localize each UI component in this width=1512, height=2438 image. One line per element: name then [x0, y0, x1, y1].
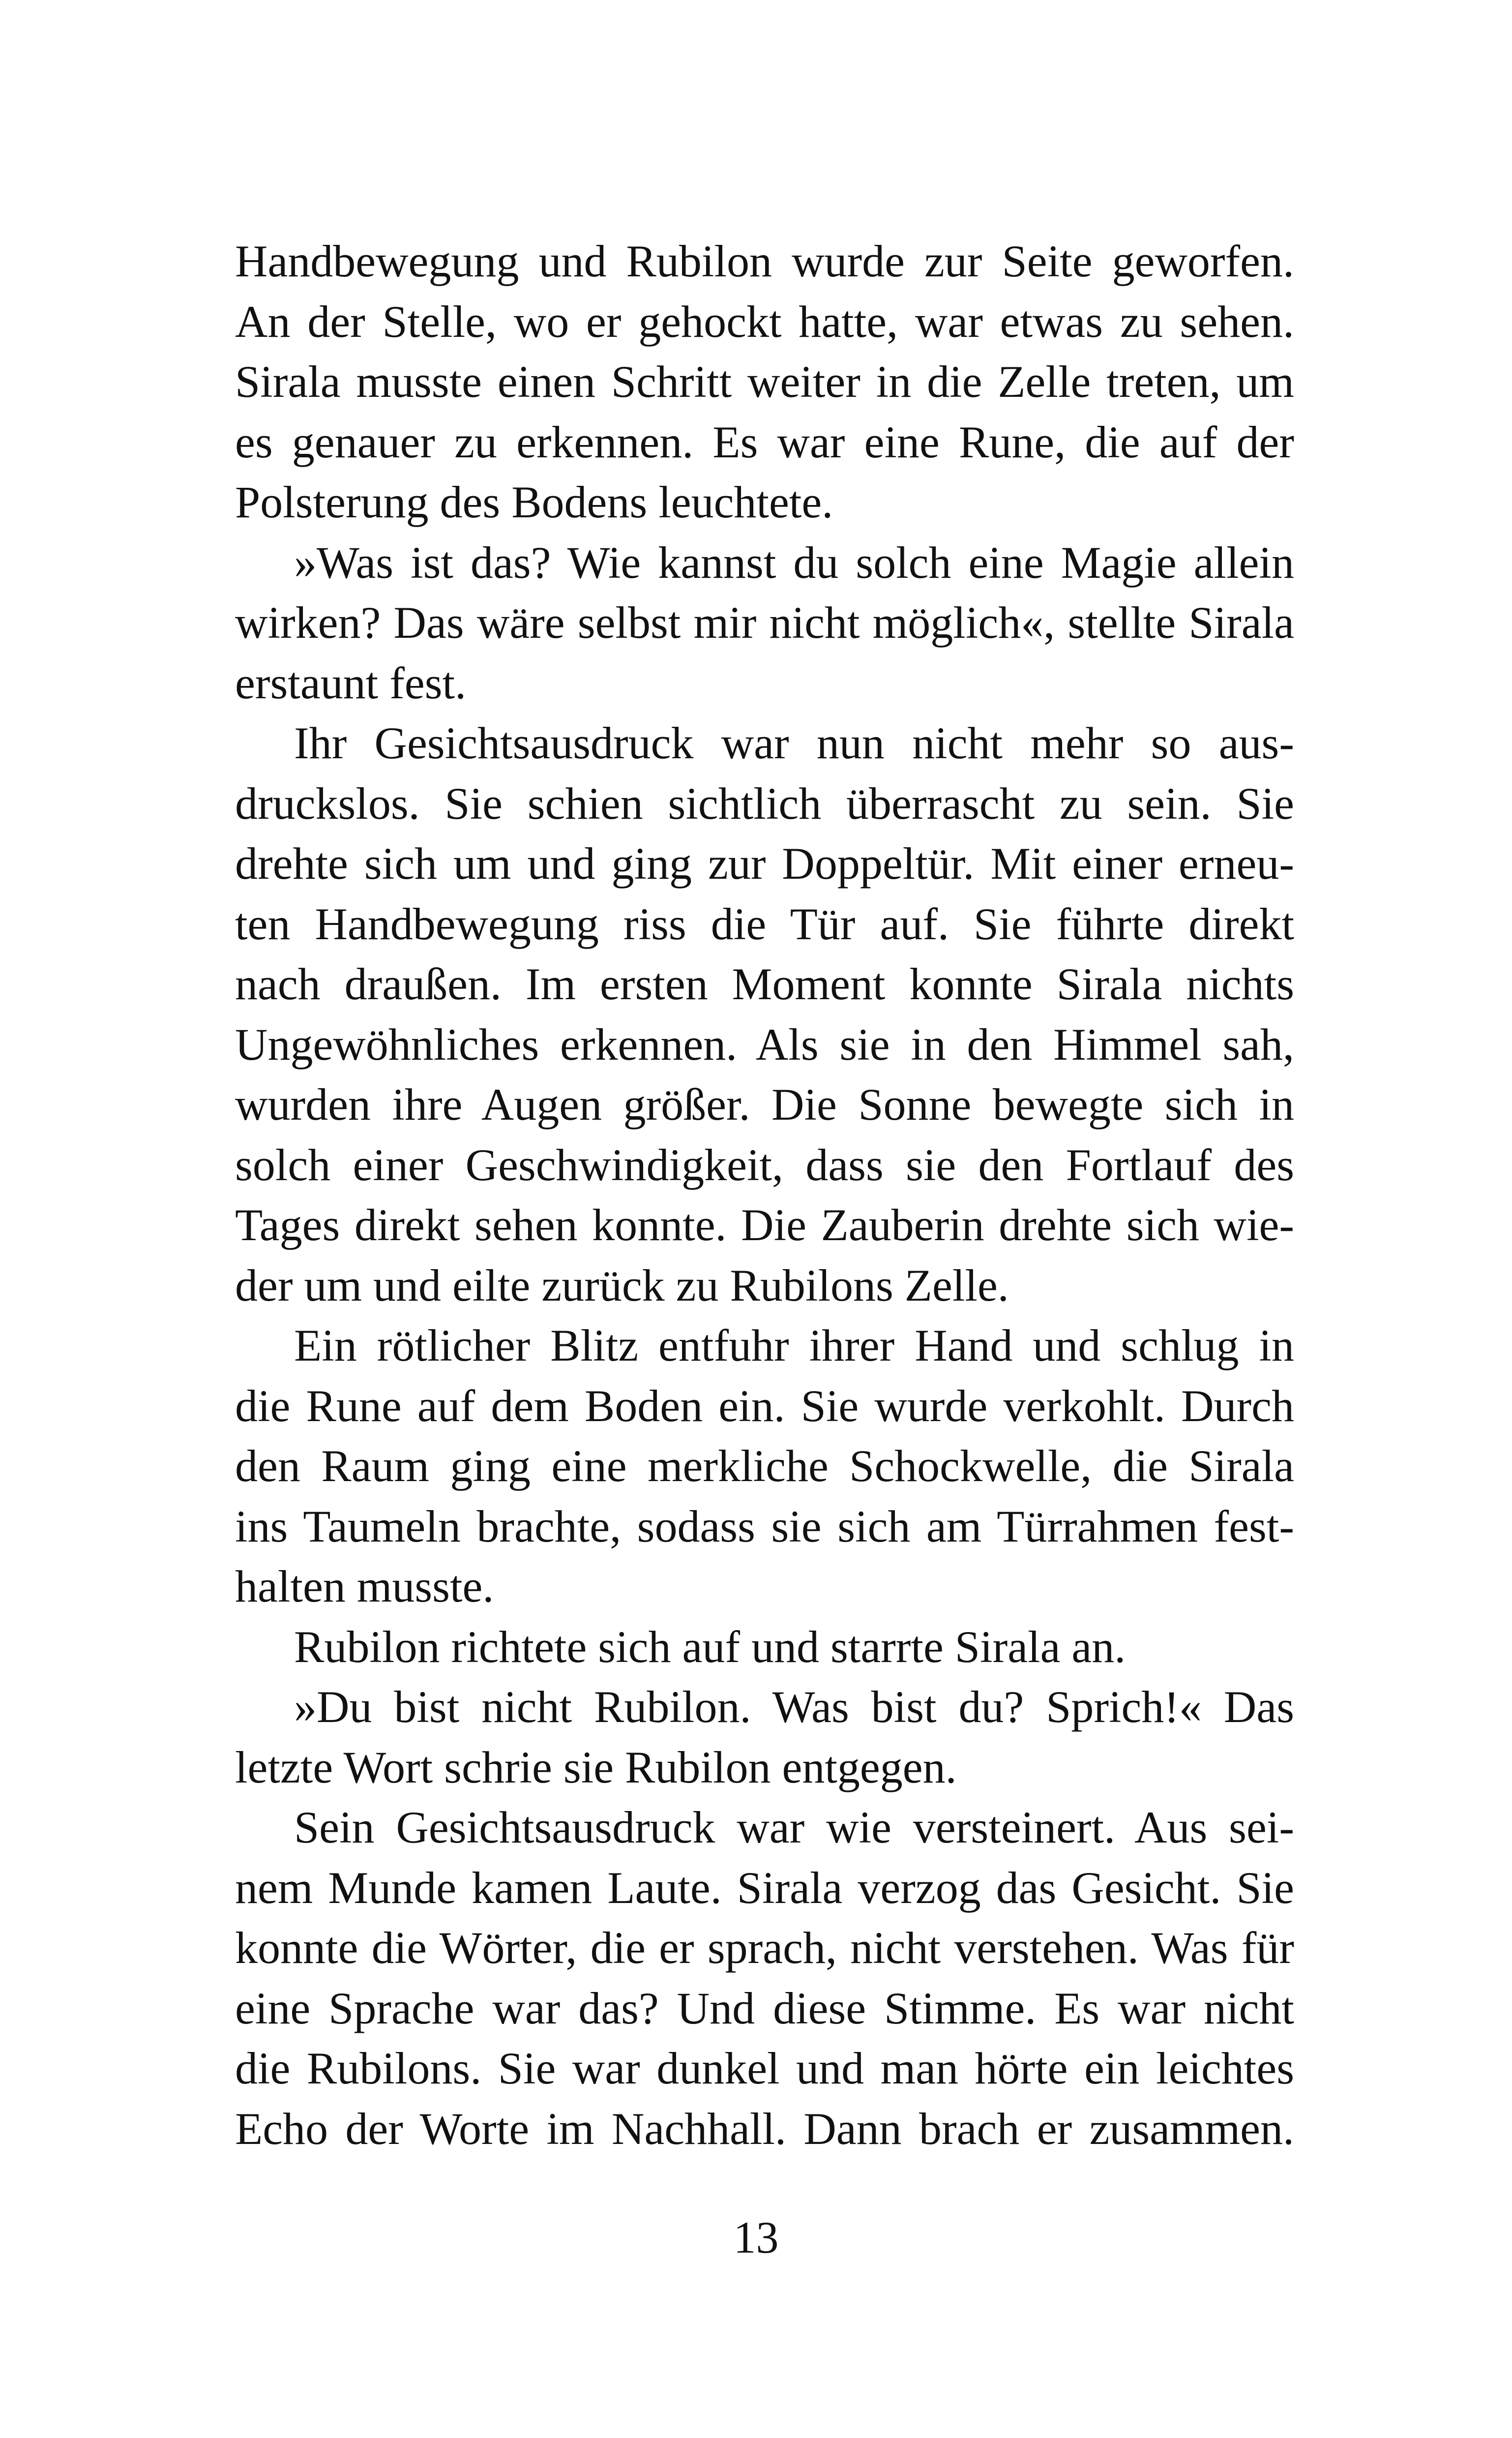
paragraph	[235, 1617, 1294, 1677]
text-line: Echo der Worte im Nachhall. Dann brach er zusammen.	[235, 2103, 1294, 2154]
body-text	[235, 231, 1294, 2159]
text-line: der um und eilte zurück zu Rubilons Zelle.	[235, 1260, 1009, 1310]
text-line: Sirala musste einen Schritt weiter in die Zelle treten, um	[235, 357, 1294, 407]
text-line: nem Munde kamen Laute. Sirala verzog das Gesicht. Sie	[235, 1862, 1294, 1913]
text-line: die Rune auf dem Boden ein. Sie wurde verkohlt. Durch	[235, 1380, 1294, 1431]
text-line: es genauer zu erkennen. Es war eine Rune, die auf der	[235, 416, 1294, 467]
paragraph	[235, 1677, 1294, 1797]
text-line: Rubilon richtete sich auf und starrte Sirala an.	[294, 1621, 1126, 1672]
text-line: wurden ihre Augen größer. Die Sonne bewegte sich in	[235, 1079, 1294, 1130]
text-line: Polsterung des Bodens leuchtete.	[235, 477, 833, 527]
paragraph	[235, 1315, 1294, 1617]
page-number: 13	[733, 2212, 779, 2262]
paragraph	[235, 231, 1294, 533]
text-line: ten Handbewegung riss die Tür auf. Sie führte direkt	[235, 898, 1294, 949]
text-line: wirken? Das wäre selbst mir nicht möglich«, stellte Sirala	[235, 597, 1294, 648]
text-line: An der Stelle, wo er gehockt hatte, war etwas zu sehen.	[235, 296, 1294, 347]
text-line: erstaunt fest.	[235, 657, 467, 708]
paragraph	[235, 533, 1294, 714]
text-line: Sein Gesichtsausdruck war wie versteinert. Aus sei-	[294, 1802, 1294, 1852]
text-line: nach draußen. Im ersten Moment konnte Sirala nichts	[235, 959, 1294, 1009]
text-line: halten musste.	[235, 1561, 494, 1611]
text-line: solch einer Geschwindigkeit, dass sie den Fortlauf des	[235, 1139, 1294, 1190]
text-line: Ein rötlicher Blitz entfuhr ihrer Hand und schlug in	[294, 1320, 1294, 1370]
text-line: Handbewegung und Rubilon wurde zur Seite geworfen.	[235, 236, 1294, 286]
text-line: Ihr Gesichtsausdruck war nun nicht mehr so aus-	[294, 718, 1294, 768]
text-line: eine Sprache war das? Und diese Stimme. Es war nicht	[235, 1983, 1294, 2033]
paragraph	[235, 1797, 1294, 2159]
text-line: »Du bist nicht Rubilon. Was bist du? Sprich!« Das	[294, 1682, 1294, 1732]
text-line: Tages direkt sehen konnte. Die Zauberin drehte sich wie-	[235, 1200, 1294, 1250]
text-line: druckslos. Sie schien sichtlich überrascht zu sein. Sie	[235, 778, 1294, 829]
text-line: letzte Wort schrie sie Rubilon entgegen.	[235, 1742, 957, 1792]
text-line: drehte sich um und ging zur Doppeltür. Mit einer erneu-	[235, 838, 1294, 889]
text-line: den Raum ging eine merkliche Schockwelle, die Sirala	[235, 1441, 1294, 1491]
text-line: die Rubilons. Sie war dunkel und man hörte ein leichtes	[235, 2043, 1294, 2093]
text-line: »Was ist das? Wie kannst du solch eine Magie allein	[294, 537, 1294, 588]
text-line: Ungewöhnliches erkennen. Als sie in den Himmel sah,	[235, 1019, 1294, 1070]
text-line: konnte die Wörter, die er sprach, nicht verstehen. Was für	[235, 1923, 1294, 1973]
paragraph	[235, 713, 1294, 1315]
text-line: ins Taumeln brachte, sodass sie sich am Türrahmen fest-	[235, 1501, 1294, 1551]
